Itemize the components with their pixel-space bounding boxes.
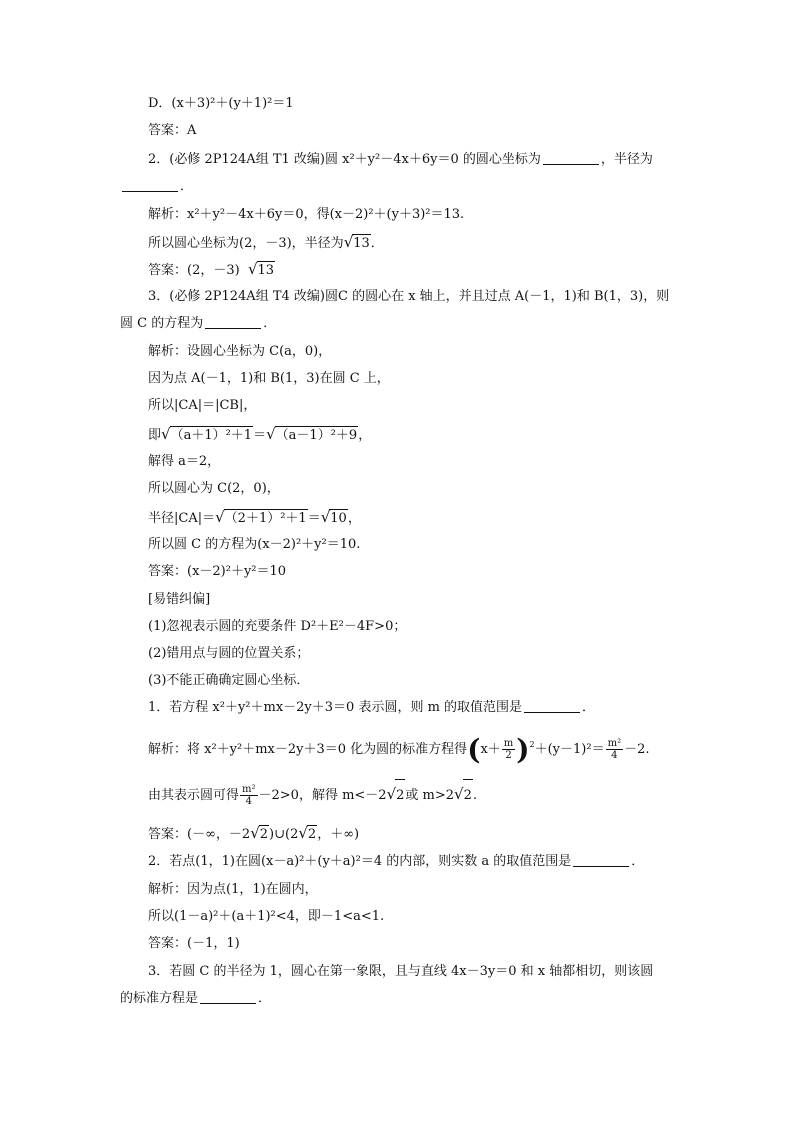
answer-blank [524, 700, 580, 713]
exercise-3-cont: 的标准方程是 ． [120, 991, 272, 1006]
q2-solution-2: 所以圆心坐标为(2，－3)，半径为√13． [148, 233, 384, 251]
q3-solution-4: 即√（a＋1）²＋1＝√（a－1）²＋9， [148, 425, 372, 443]
question-2-cont: ． [120, 178, 193, 196]
q3-solution-5: 解得 a＝2， [148, 454, 221, 469]
answer-blank [200, 991, 256, 1004]
question-3-cont: 圆 C 的方程为 ． [120, 316, 277, 331]
q2-source: 2．(必修 2P124A组 T1 改编)圆 [148, 152, 338, 167]
q2-answer: 答案：(2，－3) √13 [148, 260, 275, 278]
answer-blank [205, 316, 261, 329]
q3-solution-8: 所以圆 C 的方程为(x－2)²＋y²＝10. [148, 537, 361, 552]
q2-equation: x²＋y²－4x＋6y＝0 的圆心坐标为 [342, 152, 541, 167]
sqrt-13: 13 [257, 263, 275, 278]
option-d: D．(x＋3)²＋(y＋1)²＝1 [148, 96, 294, 111]
exercise-2-solution-1: 解析：因为点(1，1)在圆内， [148, 882, 318, 897]
sqrt-symbol: √ [247, 260, 258, 278]
exercise-2-solution-2: 所以(1－a)²＋(a＋1)²<4，即－1<a<1. [148, 909, 385, 924]
q3-solution-3: 所以|CA|＝|CB|， [148, 398, 257, 413]
q2-solution-1: 解析：x²＋y²－4x＋6y＝0，得(x－2)²＋(y＋3)²＝13. [148, 207, 465, 222]
question-3: 3．(必修 2P124A组 T4 改编)圆C 的圆心在 x 轴上，并且过点 A(－1，1)和 B(1，3)，则 [148, 289, 670, 304]
sqrt-symbol: √ [343, 233, 354, 251]
question-2 [148, 151, 653, 169]
error-item-3: (3)不能正确确定圆心坐标． [148, 673, 310, 688]
exercise-2-answer: 答案：(－1，1) [148, 936, 240, 951]
exercise-3: 3．若圆 C 的半径为 1，圆心在第一象限，且与直线 4x－3y＝0 和 x 轴都相切，则该圆 [148, 964, 654, 979]
q3-answer: 答案：(x－2)²＋y²＝10 [148, 564, 287, 579]
exercise-2: 2．若点(1，1)在圆(x－a)²＋(y＋a)²＝4 的内部，则实数 a 的取值范围是 ． [148, 854, 645, 869]
answer-blank [573, 854, 629, 867]
exercise-1-answer: 答案：(－∞，－2√2)∪(2√2，＋∞) [148, 824, 360, 842]
q3-solution-2: 因为点 A(－1，1)和 B(1，3)在圆 C 上， [148, 371, 390, 386]
q2-radius-label: ，半径为 [600, 152, 653, 167]
error-item-2: (2)错用点与圆的位置关系； [148, 646, 310, 661]
fraction: $\frac{m}{2}$ [503, 738, 514, 761]
error-section-title: [易错纠偏] [148, 592, 211, 607]
sqrt-13: 13 [353, 236, 370, 251]
q3-solution-7: 半径|CA|＝√（2＋1）²＋1＝√10， [148, 508, 361, 526]
fraction: $\frac{\text{m²}}{4}$ [242, 784, 256, 807]
answer-blank [543, 152, 599, 165]
exercise-1-solution-2: 由其表示圆可得 $\frac{\text{m²}}{4}$ －2>0，解得 m<－2√2或 m>2√2. [148, 778, 477, 810]
exercise-1: 1．若方程 x²＋y²＋mx－2y＋3＝0 表示圆，则 m 的取值范围是 ． [148, 700, 596, 715]
exercise-1-solution: 解析：将 x²＋y²＋mx－2y＋3＝0 化为圆的标准方程得(x＋ $\frac{m}{2}$ )$^2$＋(y－1)²＝ $\frac{\text{m²}}{4}$ －2. [148, 732, 650, 766]
answer-1: 答案：A [148, 123, 197, 138]
fraction: $\frac{\text{m²}}{4}$ [607, 738, 622, 761]
q3-solution-6: 所以圆心为 C(2，0)， [148, 481, 280, 496]
error-item-1: (1)忽视表示圆的充要条件 D²＋E²－4F>0； [148, 619, 407, 634]
q3-solution-1: 解析：设圆心坐标为 C(a，0)， [148, 344, 332, 359]
answer-blank [122, 179, 178, 192]
